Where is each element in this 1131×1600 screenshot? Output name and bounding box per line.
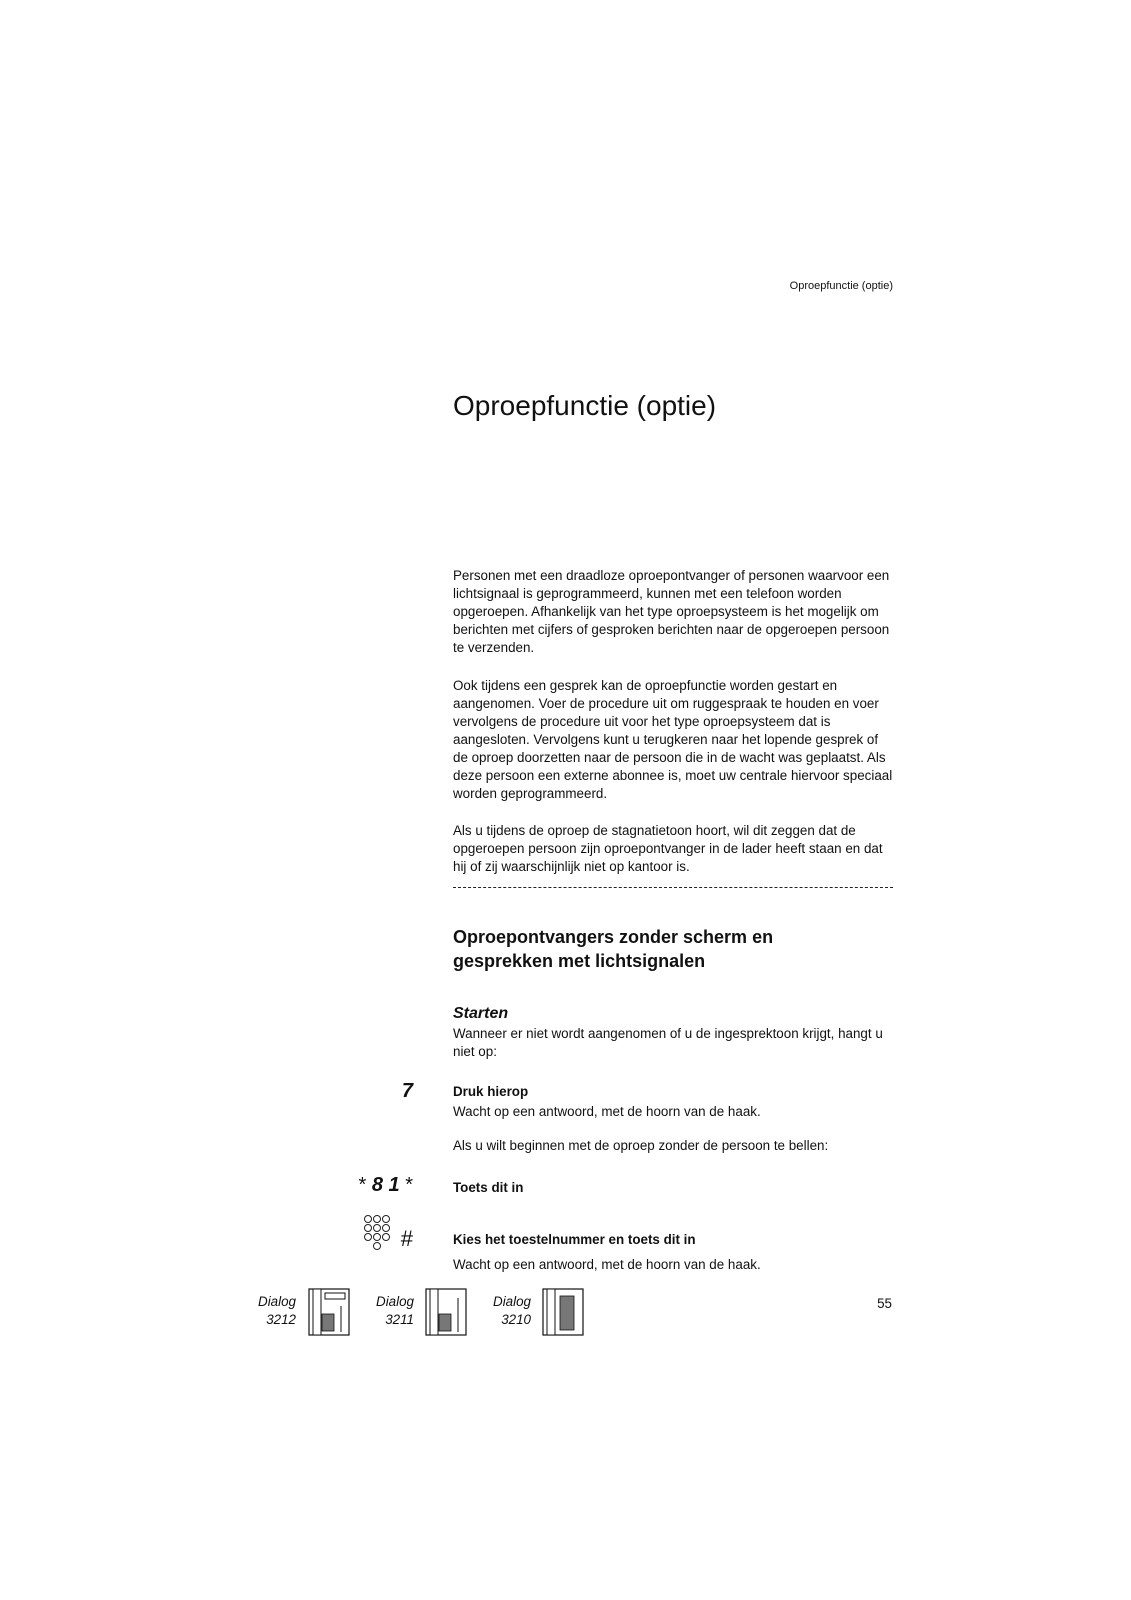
- step2-label: Toets dit in: [453, 1180, 524, 1195]
- section-heading-line-2: gesprekken met lichtsignalen: [453, 951, 706, 971]
- keypad-icon: [363, 1214, 393, 1262]
- section-heading: [453, 925, 893, 973]
- intro-paragraph-1: Personen met een draadloze oproepontvanger of personen waarvoor een lichtsignaal is geprogrammeerd, kunnen met een telefoon worden opgeroepen. Afhankelijk van het type oproepsysteem is het mogelijk om berichten met cijfers of gesproken berichten naar de opgeroepen persoon te verzenden.: [453, 568, 890, 655]
- page-number: 55: [877, 1296, 892, 1311]
- step1-text: Wacht op een antwoord, met de hoorn van de haak.: [453, 1104, 761, 1119]
- key-sequence-star-81-star: [358, 1174, 413, 1197]
- phone-label-3211: [370, 1293, 414, 1329]
- subheading-starten: Starten: [453, 1005, 509, 1022]
- section-divider: [453, 887, 893, 888]
- hash-key-icon: #: [400, 1226, 413, 1251]
- phone-brand: Dialog: [493, 1294, 531, 1309]
- star-key-icon: *: [358, 1174, 367, 1196]
- intro-paragraph-2: Ook tijdens een gesprek kan de oproepfunctie worden gestart en aangenomen. Voer de procedure uit om ruggespraak te houden en voer vervolgens de procedure uit voor het type oproepsysteem dat is aangesloten. Vervolgens kunt u terugkeren naar het lopende gesprek of de oproep doorzetten naar de persoon die in de wacht was geplaatst. Als deze persoon een externe abonnee is, moet uw centrale hiervoor speciaal worden geprogrammeerd.: [453, 678, 893, 801]
- running-header: Oproepfunctie (optie): [789, 280, 893, 292]
- phone-label-3210: [487, 1293, 531, 1329]
- phone-model: 3211: [385, 1312, 414, 1327]
- step1-label: Druk hierop: [453, 1084, 529, 1099]
- section-intro: Wanneer er niet wordt aangenomen of u de ingesprektoon krijgt, hangt u niet op:: [453, 1026, 883, 1059]
- step3-text: Wacht op een antwoord, met de hoorn van de haak.: [453, 1257, 761, 1272]
- key-7: 7: [401, 1080, 413, 1102]
- phone-3212-icon: [308, 1288, 350, 1336]
- section-heading-line-1: Oproepontvangers zonder scherm en: [453, 927, 774, 947]
- intro-paragraph-3: Als u tijdens de oproep de stagnatietoon hoort, wil dit zeggen dat de opgeroepen persoon zijn oproepontvanger in de lader heeft staan en dat hij of zij waarschijnlijk niet op kantoor is.: [453, 823, 883, 874]
- phone-label-3212: [252, 1293, 296, 1329]
- page-title: Oproepfunctie (optie): [453, 390, 717, 421]
- phone-model: 3210: [501, 1312, 531, 1327]
- step3-label: Kies het toestelnummer en toets dit in: [453, 1232, 696, 1247]
- phone-3211-icon: [425, 1288, 467, 1336]
- phone-model: 3212: [266, 1312, 296, 1327]
- key-digits: 8 1: [371, 1174, 400, 1196]
- star-key-icon: *: [405, 1174, 413, 1196]
- phone-brand: Dialog: [376, 1294, 414, 1309]
- phone-brand: Dialog: [258, 1294, 296, 1309]
- between-text: Als u wilt beginnen met de oproep zonder de persoon te bellen:: [453, 1138, 829, 1153]
- phone-3210-icon: [542, 1288, 584, 1336]
